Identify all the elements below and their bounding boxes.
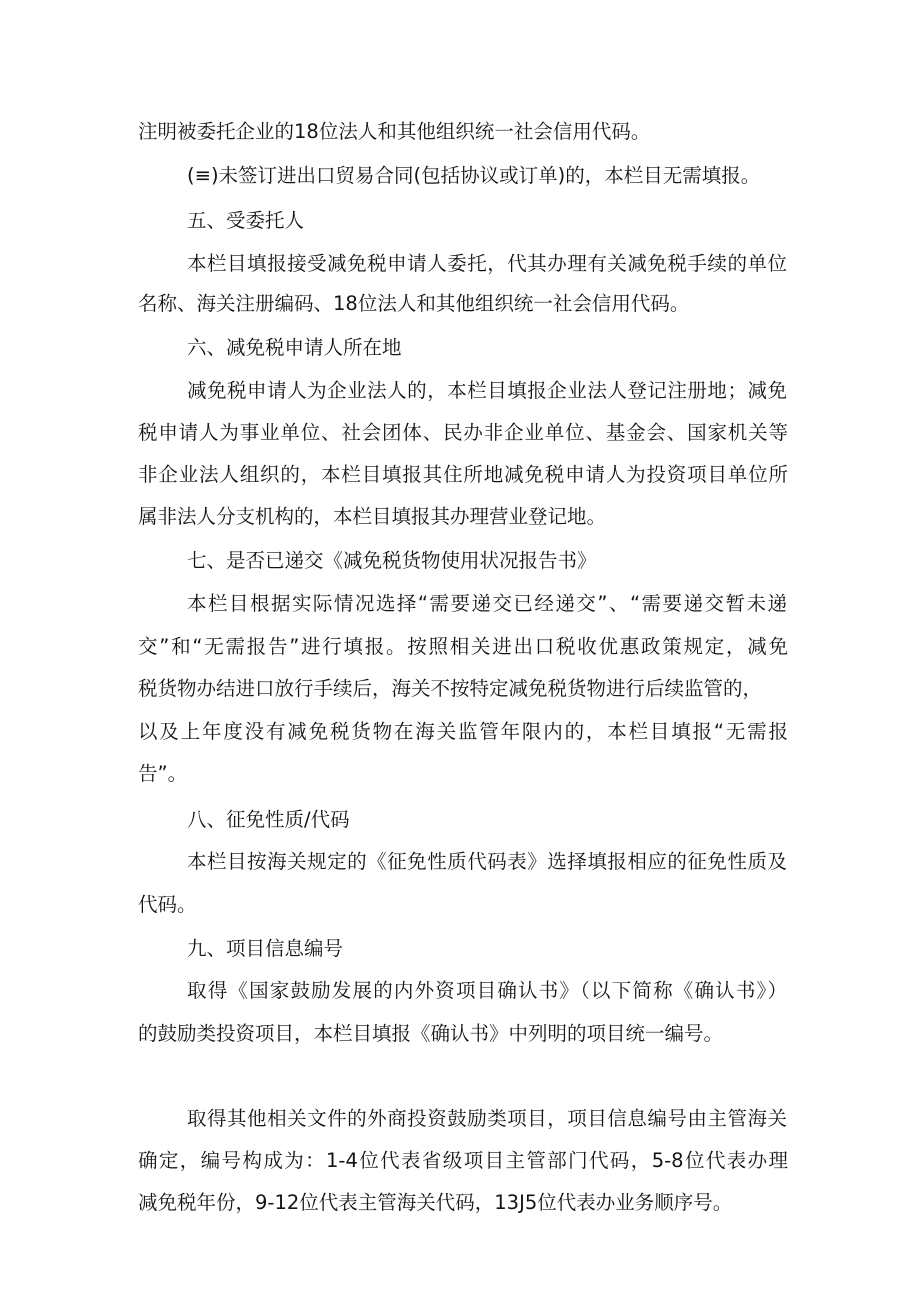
section-heading: 九、项目信息编号 — [187, 937, 344, 960]
text-line: 取得《国家鼓励发展的内外资项目确认书》（以下简称《确认书》） — [187, 979, 787, 1002]
text-line: 取得其他相关文件的外商投资鼓励类项目，项目信息编号由主管海关 — [187, 1107, 787, 1130]
text-line: 本栏目填报接受减免税申请人委托，代其办理有关减免税手续的单位 — [187, 252, 787, 275]
text-line: 本栏目按海关规定的《征免性质代码表》选择填报相应的征免性质及 — [187, 850, 787, 873]
text-line: 交”和“无需报告”进行填报。按照相关进出口税收优惠政策规定，减免 — [138, 635, 788, 658]
text-line: 减免税年份，9-12位代表主管海关代码，13J5位代表办业务顺序号。 — [138, 1191, 733, 1214]
section-heading: 八、征免性质/代码 — [187, 808, 350, 831]
section-heading: 五、受委托人 — [187, 209, 305, 232]
text-line: 告”。 — [138, 762, 188, 785]
text-line: 注明被委托企业的18位法人和其他组织统一社会信用代码。 — [138, 120, 651, 143]
section-heading: 六、减免税申请人所在地 — [187, 336, 402, 359]
text-line: 的鼓励类投资项目，本栏目填报《确认书》中列明的项目统一编号。 — [138, 1022, 724, 1045]
text-line: (≡)未签订进出口贸易合同(包括协议或订单)的，本栏目无需填报。 — [187, 164, 761, 187]
section-heading: 七、是否已递交《减免税货物使用状况报告书》 — [187, 549, 597, 572]
text-line: 名称、海关注册编码、18位法人和其他组织统一社会信用代码。 — [138, 292, 690, 315]
text-line: 属非法人分支机构的，本栏目填报其办理营业登记地。 — [138, 505, 607, 528]
text-line: 减免税申请人为企业法人的，本栏目填报企业法人登记注册地；减免 — [187, 379, 787, 402]
text-line: 本栏目根据实际情况选择“需要递交已经递交”、“需要递交暂未递 — [187, 592, 787, 615]
text-line: 代码。 — [138, 893, 197, 916]
text-line: 以及上年度没有减免税货物在海关监管年限内的，本栏目填报“无需报 — [138, 720, 788, 743]
text-line: 确定，编号构成为：1-4位代表省级项目主管部门代码，5-8位代表办理 — [138, 1149, 788, 1172]
text-line: 税申请人为事业单位、社会团体、民办非企业单位、基金会、国家机关等 — [138, 421, 788, 444]
text-line: 税货物办结进口放行手续后，海关不按特定减免税货物进行后续监管的， — [138, 677, 763, 700]
text-line: 非企业法人组织的，本栏目填报其住所地减免税申请人为投资项目单位所 — [138, 463, 788, 486]
